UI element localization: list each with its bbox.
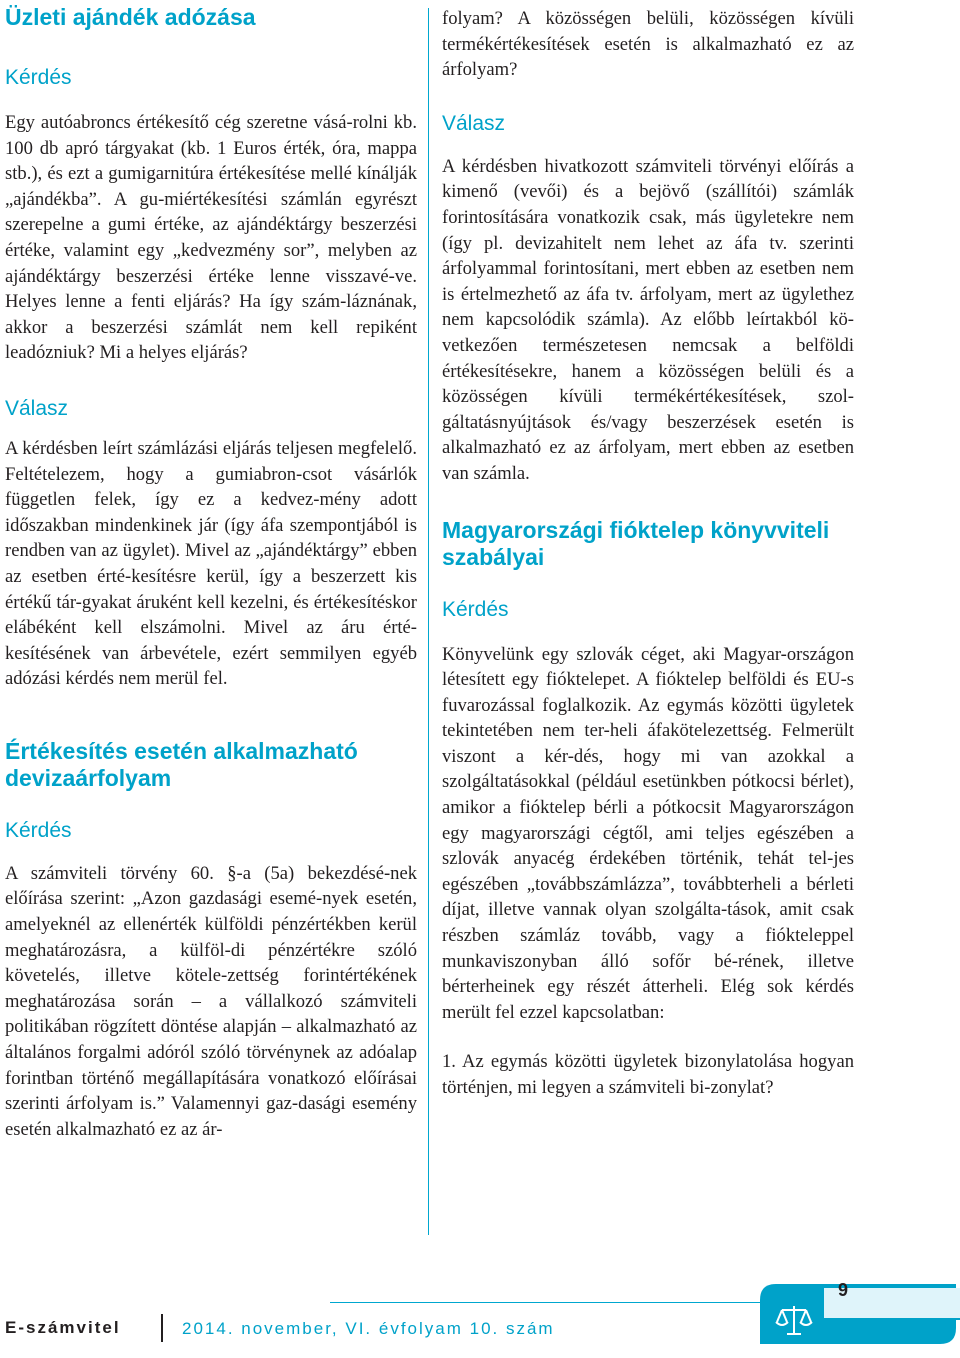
- page-badge: [760, 1284, 960, 1348]
- list-item: 1. Az egymás közötti ügyletek bizonylatolása hogyan történjen, mi legyen a számviteli bi-zonylat?: [442, 1051, 854, 1098]
- answer-heading: Válasz: [442, 111, 506, 135]
- footer-separator: [161, 1314, 163, 1342]
- answer-text: A kérdésben leírt számlázási eljárás teljesen megfelelő. Feltételezem, hogy a gumiabron-csot vásárlók független felek, így ez a kedvez-mény adott időszakban mindenkinek jár (így áfa szempontjából is rendben van az ügylet). Mivel az „ajándéktárgy” ebben az esetben érté-kesítésre kerül, így a beszerzett kis értékű tár-gyakat áruként kell kezelni, és értékesítéskor elábéként kell elszámolni. Mivel az áru érté-kesítésének van árbevétele, ezért semmilyen egyéb adózási kérdés nem merül fel.: [5, 437, 417, 690]
- right-column: [442, 0, 854, 1101]
- question-text: Egy autóabroncs értékesítő cég szeretne vásá-rolni kb. 100 db apró tárgyakat (kb. 1 Euros érték, óra, mappa stb.), és ezt a gumigarnitúra értékesítése mellé kínálják „ajándékba”. A gu-miértékesítési számlán egyrészt szerepelne a gumi értéke, az ajándéktárgy beszerzési értéke, valamint egy „kedvezmény sor”, melyben az ajándéktárgy beszerzési értéke lenne visszavé-ve. Helyes lenne a fenti eljárás? Ha így szám-láznának, akkor a beszerzési számlát nem kell repiként leadózniuk? Mi a helyes eljárás?: [5, 112, 417, 364]
- left-column: [5, 0, 417, 1142]
- question-text: A számviteli törvény 60. §-a (5a) bekezdésé-nek előírása szerint: „Azon gazdasági esemé-nyek esetén, amelyeknél az ellenérték külföldi pénzértékben kerül meghatározásra, a külföl-di pénzértékre szóló követelés, illetve kötele-zettség forintértékének meghatározása során – a vállalkozó számviteli politikában rögzített döntése alapján – alkalmazható az általános forgalmi adóról szóló törvénynek az adóalap forintban történő megállapítására vonatkozó előírásai szerinti árfolyam is.” Valamennyi gaz-dasági esemény esetén alkalmazható ez az ár-: [5, 862, 417, 1140]
- article-title-branch: Magyarországi fióktelep könyvviteli szabályai: [442, 516, 830, 570]
- answer-heading: Válasz: [5, 396, 69, 420]
- question-text: Könyvelünk egy szlovák céget, aki Magyar-országon létesített egy fióktelepet. A fióktelep belföldi és EU-s fuvarozással foglalkozik. Az egymás közötti ügyletek tekintetében nem ter-heli áfakötelezettség. Felmerült viszont a kér-dés, hogy mi van azokkal a szolgáltatásokkal (például esetünkben pótkocsi bérlet), amikor a fióktelep bérli a pótkocsit Magyarországon egy magyarországi cégtől, ami teljes egészében a szlovák anyacég érdekében történik, tehát tel-jes egészében „továbbszámlázza”, továbbterheli a bérleti díjat, illetve vannak olyan szolgálta-tások, amit csak részben számláz tovább, vagy a fiókteleppel munkaviszonyban álló sofőr bé-rének, illetve bérterheinek egy részét átterheli. Elég sok kérdés merült fel ezzel kapcsolatban:: [442, 643, 854, 1023]
- question-heading: Kérdés: [442, 597, 509, 621]
- column-divider: [428, 8, 429, 1235]
- footer-rule: [330, 1302, 790, 1303]
- article-title-exchange-rate: Értékesítés esetén alkalmazható devizaárfolyam: [5, 737, 358, 791]
- question-heading: Kérdés: [5, 818, 72, 842]
- answer-text: A kérdésben hivatkozott számviteli törvényi előírás a kimenő (vevői) és a bejövő (szállítói) számlák forintosítására vonatkozik csak, más ügyletekre nem (így pl. devizahitelt nem lehet az áfa tv. szerinti árfolyammal forintosítani, mert ebben az esetben nem is értelmezhető az áfa tv. árfolyam, mert az ügylethez nem kapcsolódik számla). Az előbb leírtakból kö-vetkezően természetesen nemcsak a belföldi értékesítésekre, hanem a közösségen belüli és a közösségen kívüli termékértékesítések, szol-gáltatásnyújtások és/vagy beszerzések esetén is alkalmazható ez az árfolyam, mert ebben az esetben van számla.: [442, 155, 854, 484]
- question-text-continued: folyam? A közösségen belüli, közösségen kívüli termékértékesítések esetén is alkalmazható ez az árfolyam?: [442, 8, 854, 81]
- question-heading: Kérdés: [5, 66, 72, 89]
- page-footer: [0, 1270, 960, 1358]
- magazine-brand: E-számvitel: [5, 1318, 121, 1337]
- issue-info: 2014. november, VI. évfolyam 10. szám: [182, 1319, 555, 1338]
- page-number: 9: [838, 1280, 849, 1300]
- article-title-gift-tax: Üzleti ajándék adózása: [5, 4, 256, 30]
